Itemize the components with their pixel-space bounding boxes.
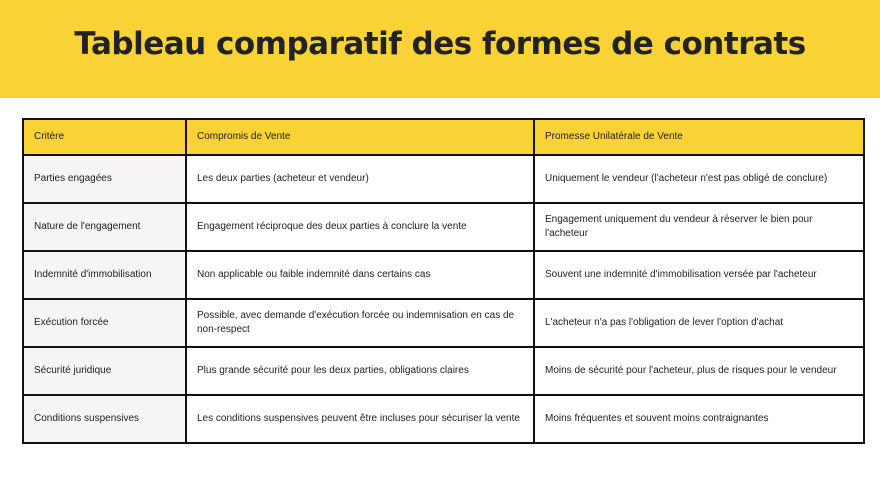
criterion-cell: Conditions suspensives <box>23 395 186 443</box>
column-header-compromis: Compromis de Vente <box>186 119 534 155</box>
criterion-cell: Exécution forcée <box>23 299 186 347</box>
promesse-cell: Moins de sécurité pour l'acheteur, plus de risques pour le vendeur <box>534 347 864 395</box>
table-row <box>23 299 864 347</box>
criterion-cell: Indemnité d'immobilisation <box>23 251 186 299</box>
criterion-cell: Nature de l'engagement <box>23 203 186 251</box>
promesse-cell: L'acheteur n'a pas l'obligation de lever l'option d'achat <box>534 299 864 347</box>
criterion-cell: Parties engagées <box>23 155 186 203</box>
compromis-cell: Non applicable ou faible indemnité dans certains cas <box>186 251 534 299</box>
promesse-cell: Souvent une indemnité d'immobilisation versée par l'acheteur <box>534 251 864 299</box>
table-row <box>23 155 864 203</box>
compromis-cell: Les conditions suspensives peuvent être incluses pour sécuriser la vente <box>186 395 534 443</box>
table-row <box>23 203 864 251</box>
table-header-row <box>23 119 864 155</box>
criterion-cell: Sécurité juridique <box>23 347 186 395</box>
compromis-cell: Les deux parties (acheteur et vendeur) <box>186 155 534 203</box>
comparison-table <box>22 118 865 444</box>
table-row <box>23 251 864 299</box>
compromis-cell: Engagement réciproque des deux parties à conclure la vente <box>186 203 534 251</box>
table-row <box>23 395 864 443</box>
column-header-criterion: Critère <box>23 119 186 155</box>
page-title: Tableau comparatif des formes de contrats <box>74 26 806 62</box>
compromis-cell: Possible, avec demande d'exécution forcée ou indemnisation en cas de non-respect <box>186 299 534 347</box>
promesse-cell: Engagement uniquement du vendeur à réserver le bien pour l'acheteur <box>534 203 864 251</box>
column-header-promesse: Promesse Unilatérale de Vente <box>534 119 864 155</box>
title-banner <box>0 0 880 98</box>
table-row <box>23 347 864 395</box>
promesse-cell: Uniquement le vendeur (l'acheteur n'est pas obligé de conclure) <box>534 155 864 203</box>
compromis-cell: Plus grande sécurité pour les deux parties, obligations claires <box>186 347 534 395</box>
promesse-cell: Moins fréquentes et souvent moins contraignantes <box>534 395 864 443</box>
